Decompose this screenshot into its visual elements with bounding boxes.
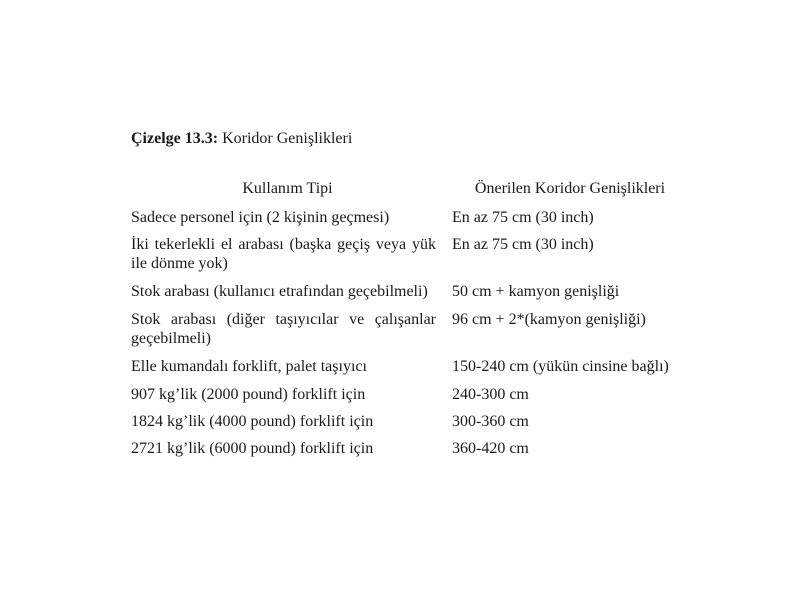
usage-type-cell: Elle kumandalı forklift, palet taşıyıcı: [131, 358, 367, 375]
usage-type-cell: 2721 kg’lik (6000 pound) forklift için: [131, 440, 374, 457]
usage-type-cell: 907 kg’lik (2000 pound) forklift için: [131, 386, 366, 403]
table-caption: [131, 129, 352, 149]
table-row: [127, 279, 692, 307]
usage-type-cell: Sadece personel için (2 kişinin geçmesi): [131, 209, 390, 226]
usage-type-cell: 1824 kg’lik (4000 pound) forklift için: [131, 413, 374, 430]
width-cell: En az 75 cm (30 inch): [452, 236, 594, 253]
width-cell: 50 cm + kamyon genişliği: [452, 283, 620, 300]
table-row: [127, 232, 692, 279]
table-row: [127, 436, 692, 463]
caption-label: Çizelge 13.3:: [131, 130, 219, 147]
table-row: [127, 307, 692, 354]
table-row: [127, 409, 692, 436]
width-cell: 360-420 cm: [452, 440, 529, 457]
width-cell: 150-240 cm (yükün cinsine bağlı): [452, 358, 669, 375]
corridor-width-table: [127, 176, 692, 463]
table-row: [127, 354, 692, 382]
usage-type-cell: İki tekerlekli el arabası (başka geçiş veya yük ile dönme yok): [131, 236, 436, 272]
table-header-row: [127, 176, 692, 205]
column-header-recommended-width: Önerilen Koridor Genişlikleri: [474, 180, 666, 197]
usage-type-cell: Stok arabası (diğer taşıyıcılar ve çalışanlar geçebilmeli): [131, 311, 436, 347]
caption-title: Koridor Genişlikleri: [222, 130, 353, 147]
width-cell: 240-300 cm: [452, 386, 529, 403]
width-cell: En az 75 cm (30 inch): [452, 209, 594, 226]
width-cell: 300-360 cm: [452, 413, 529, 430]
table-row: [127, 382, 692, 409]
table-row: [127, 205, 692, 232]
column-header-usage-type: Kullanım Tipi: [242, 180, 333, 197]
width-cell: 96 cm + 2*(kamyon genişliği): [452, 311, 646, 328]
usage-type-cell: Stok arabası (kullanıcı etrafından geçebilmeli): [131, 283, 428, 300]
